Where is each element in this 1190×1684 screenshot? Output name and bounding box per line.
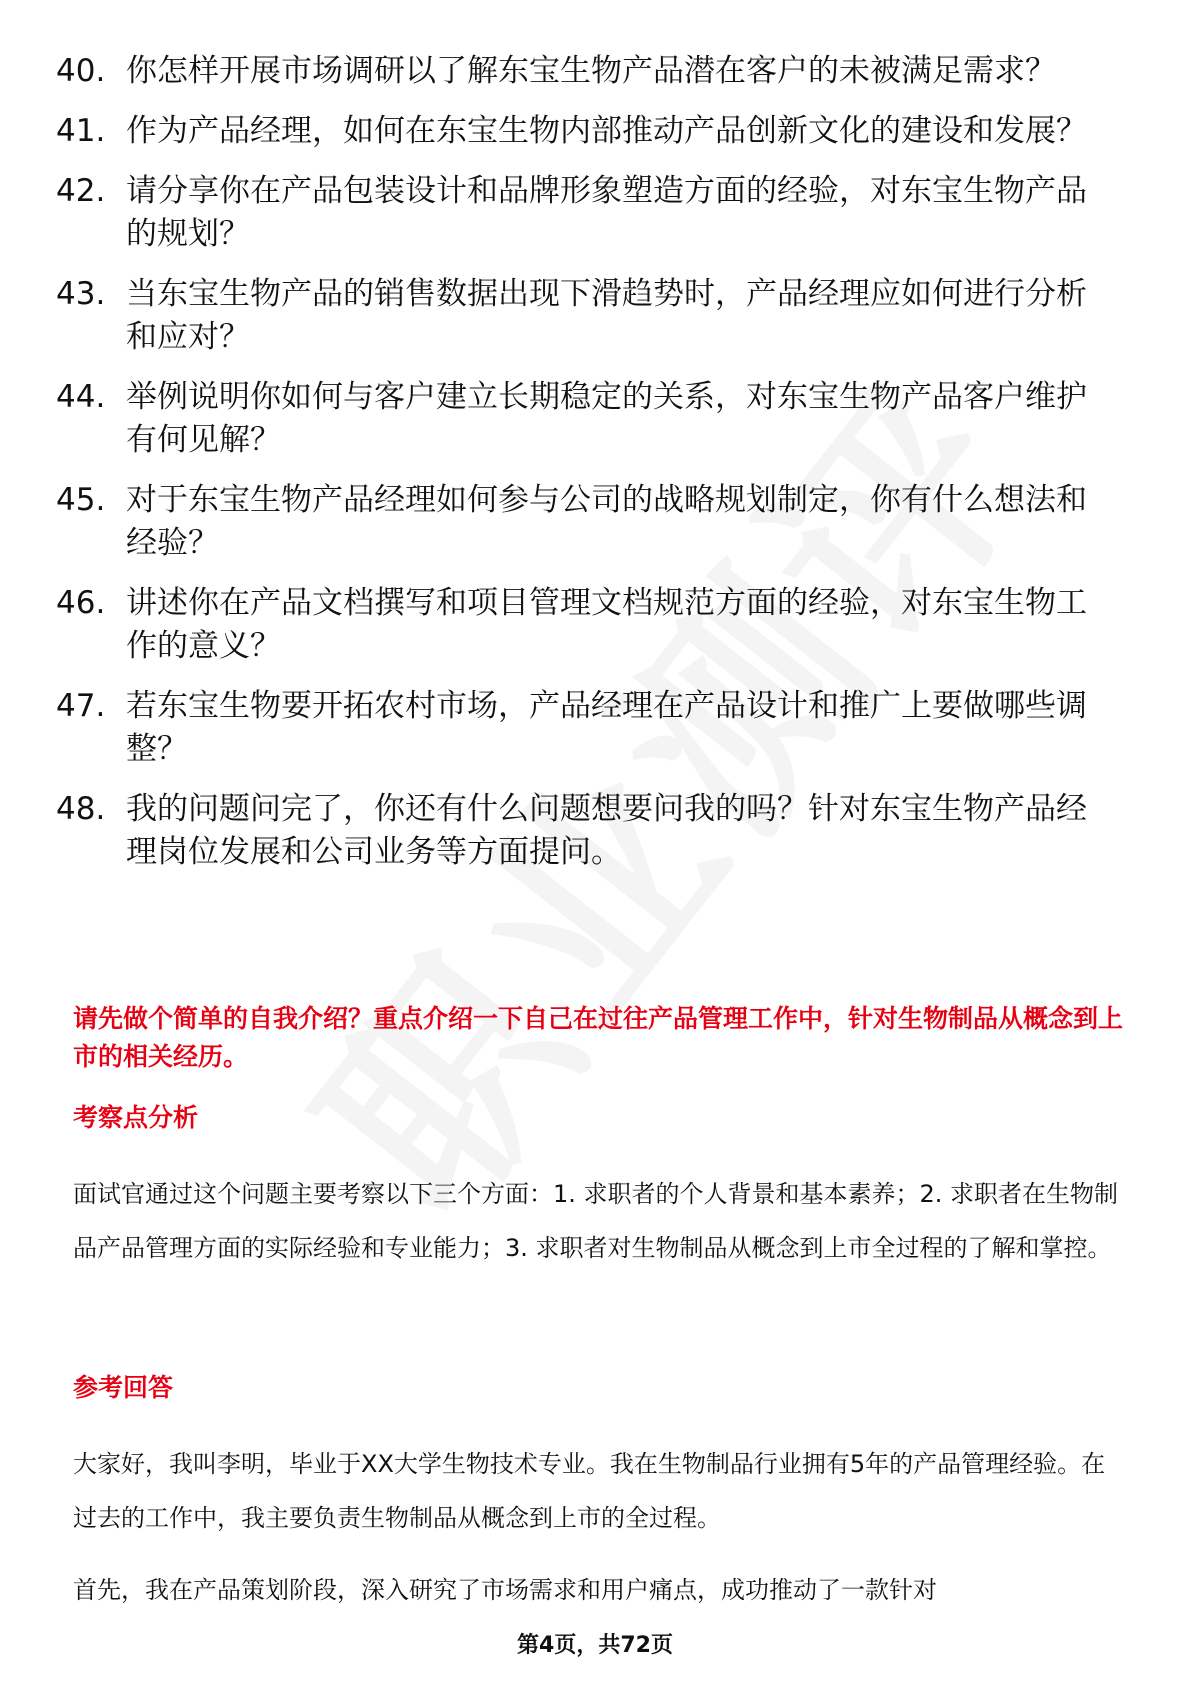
question-number: 40. xyxy=(56,53,106,89)
question-number: 48. xyxy=(56,791,106,827)
question-text: 作为产品经理，如何在东宝生物内部推动产品创新文化的建设和发展？ xyxy=(126,113,1087,149)
analysis-text: 面试官通过这个问题主要考察以下三个方面：1. 求职者的个人背景和基本素养；2. 求职者在生物制品产品管理方面的实际经验和专业能力；3. 求职者对生物制品从概念到上市全过程的了解和掌控。 xyxy=(73,1180,1119,1262)
question-text: 对于东宝生物产品经理如何参与公司的战略规划制定，你有什么想法和经验？ xyxy=(126,482,1087,561)
list-item xyxy=(56,685,1116,771)
question-number: 45. xyxy=(56,482,106,518)
question-number: 41. xyxy=(56,113,106,149)
question-text: 讲述你在产品文档撰写和项目管理文档规范方面的经验，对东宝生物工作的意义？ xyxy=(126,585,1087,664)
question-text: 我的问题问完了，你还有什么问题想要问我的吗？针对东宝生物产品经理岗位发展和公司业务等方面提问。 xyxy=(126,791,1087,870)
question-text: 举例说明你如何与客户建立长期稳定的关系，对东宝生物产品客户维护有何见解？ xyxy=(126,379,1087,458)
question-number: 46. xyxy=(56,585,106,621)
analysis-heading: 考察点分析 xyxy=(73,1103,199,1132)
answer-heading: 参考回答 xyxy=(73,1373,174,1402)
list-item xyxy=(56,50,1116,93)
page-number: 第4页，共72页 xyxy=(517,1633,673,1658)
list-item xyxy=(56,582,1116,668)
answer-paragraph: 首先，我在产品策划阶段，深入研究了市场需求和用户痛点，成功推动了一款针对 xyxy=(73,1576,937,1604)
question-number: 47. xyxy=(56,688,106,724)
question-text: 当东宝生物产品的销售数据出现下滑趋势时，产品经理应如何进行分析和应对？ xyxy=(126,276,1087,355)
question-number: 44. xyxy=(56,379,106,415)
question-number: 42. xyxy=(56,173,106,209)
question-text: 你怎样开展市场调研以了解东宝生物产品潜在客户的未被满足需求？ xyxy=(126,53,1056,89)
list-item xyxy=(56,273,1116,359)
list-item xyxy=(56,376,1116,462)
list-item xyxy=(56,170,1116,256)
list-item xyxy=(56,788,1116,874)
list-item xyxy=(56,479,1116,565)
answer-paragraph: 大家好，我叫李明，毕业于XX大学生物技术专业。我在生物制品行业拥有5年的产品管理经验。在过去的工作中，我主要负责生物制品从概念到上市的全过程。 xyxy=(73,1450,1106,1532)
question-text: 请分享你在产品包装设计和品牌形象塑造方面的经验，对东宝生物产品的规划？ xyxy=(126,173,1087,252)
question-number: 43. xyxy=(56,276,106,312)
list-item xyxy=(56,110,1116,153)
featured-question: 请先做个简单的自我介绍？重点介绍一下自己在过往产品管理工作中，针对生物制品从概念到上市的相关经历。 xyxy=(73,1004,1124,1071)
question-text: 若东宝生物要开拓农村市场，产品经理在产品设计和推广上要做哪些调整？ xyxy=(126,688,1087,767)
question-list xyxy=(56,50,1116,891)
